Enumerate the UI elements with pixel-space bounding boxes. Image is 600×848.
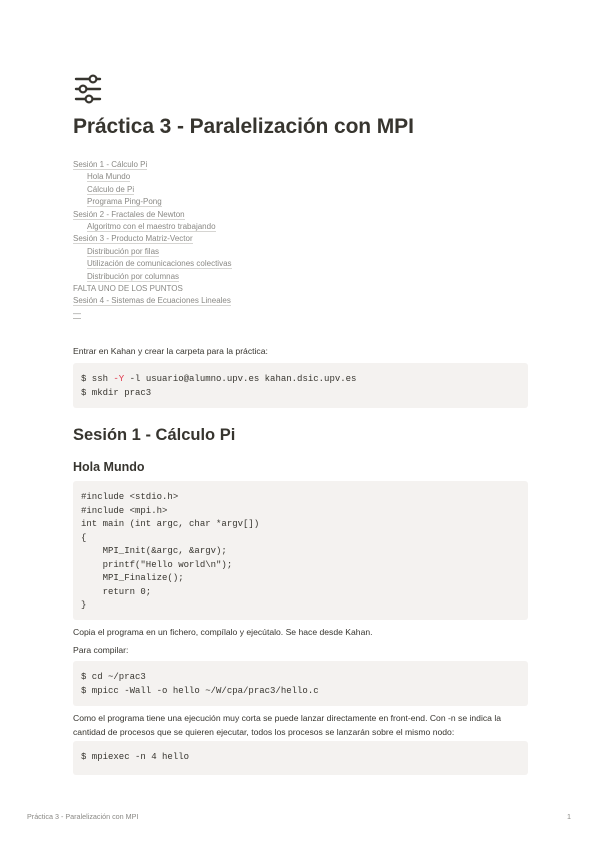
toc-link-distribucion-filas[interactable]: Distribución por filas — [87, 246, 160, 256]
code-line: #include <stdio.h> — [81, 492, 179, 502]
code-line: MPI_Init(&argc, &argv); — [81, 546, 227, 556]
code-line: } — [81, 600, 87, 610]
code-line: int main (int argc, char *argv[]) — [81, 519, 260, 529]
intro-paragraph: Entrar en Kahan y crear la carpeta para la práctica: — [73, 346, 268, 356]
toc-link-sesion-2[interactable]: Sesión 2 - Fractales de Newton — [73, 209, 185, 219]
section-heading: Sesión 1 - Cálculo Pi — [73, 426, 236, 444]
code-line: printf("Hello world\n"); — [81, 559, 233, 570]
toc-link-maestro-trabajando[interactable]: Algoritmo con el maestro trabajando — [87, 222, 216, 232]
toc-link-sesion-3[interactable]: Sesión 3 - Producto Matriz-Vector — [73, 234, 193, 244]
compile-paragraph: Para compilar: — [73, 645, 129, 655]
toc-link-hola-mundo[interactable]: Hola Mundo — [87, 172, 131, 182]
footer-title: Práctica 3 - Paralelización con MPI — [27, 812, 139, 821]
code-line: $ mpicc -Wall -o hello ~/W/cpa/prac3/hello.c — [81, 685, 319, 696]
page-title: Práctica 3 - Paralelización con MPI — [73, 115, 414, 138]
toc-link-sesion-1[interactable]: Sesión 1 - Cálculo Pi — [73, 160, 148, 169]
toc-link-calculo-pi[interactable]: Cálculo de Pi — [87, 184, 135, 194]
code-line: { — [81, 532, 87, 543]
toc-link-distribucion-columnas[interactable]: Distribución por columnas — [87, 271, 180, 281]
subsection-heading: Hola Mundo — [73, 460, 145, 474]
sliders-icon — [74, 74, 102, 104]
toc-link-ping-pong[interactable]: Programa Ping-Pong — [87, 197, 162, 207]
code-line: #include <mpi.h> — [81, 505, 168, 516]
code-line: MPI_Finalize(); — [81, 573, 184, 583]
code-line: $ cd ~/prac3 — [81, 672, 146, 682]
code-line: $ mkdir prac3 — [81, 387, 152, 398]
page-number: 1 — [567, 812, 571, 821]
code-line: $ mpiexec -n 4 hello — [81, 752, 190, 762]
table-of-contents — [73, 159, 533, 320]
toc-link-comunicaciones-colectivas[interactable]: Utilización de comunicaciones colectivas — [87, 259, 232, 269]
copy-paragraph: Copia el programa en un fichero, compílalo y ejecútalo. Se hace desde Kahan. — [73, 627, 373, 637]
toc-link-divider[interactable]: — — [73, 308, 81, 318]
code-block-hello — [73, 481, 528, 620]
toc-link-sesion-4[interactable]: Sesión 4 - Sistemas de Ecuaciones Lineales — [73, 296, 231, 306]
code-block-compile — [73, 661, 528, 706]
code-line: $ ssh -Y -l usuario@alumno.upv.es kahan.dsic.upv.es — [81, 374, 357, 384]
code-block-exec — [73, 741, 528, 775]
exec-paragraph: Como el programa tiene una ejecución muy corta se puede lanzar directamente en front-end. Con -n se indica la cantidad de procesos que se quieren ejecutar, todos los procesos se lanzarán sobre el mismo nodo: — [73, 713, 502, 737]
code-line: return 0; — [81, 586, 152, 597]
code-block-setup — [73, 363, 528, 408]
toc-link-falta-uno[interactable]: FALTA UNO DE LOS PUNTOS — [73, 284, 183, 294]
